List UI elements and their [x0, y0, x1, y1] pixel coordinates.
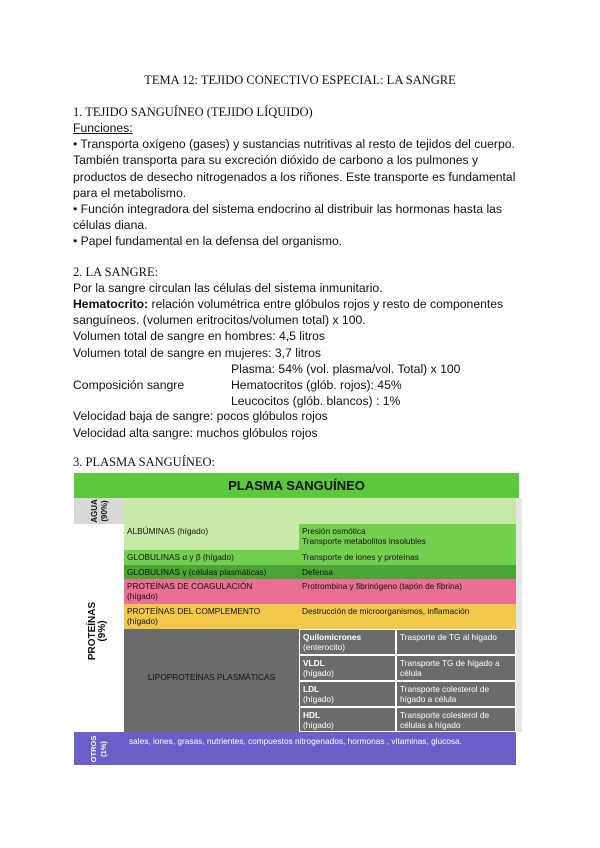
low-speed-text: Velocidad baja de sangre: pocos glóbulos rojos — [73, 409, 328, 423]
otros-text: sales, iones, grasas, nutrientes, compuestos nitrogenados, hormonas , vitaminas, glucosa. — [124, 732, 516, 765]
globulinas-g-function: Defensa — [299, 565, 516, 579]
table-scrollbar — [516, 498, 522, 732]
composition-hematocritos: Hematocritos (glób. rojos): 45% — [231, 378, 402, 392]
albuminas-name: ALBÚMINAS (hígado) — [124, 524, 299, 550]
composition-label: Composición sangre — [73, 378, 185, 392]
page-title: TEMA 12: TEJIDO CONECTIVO ESPECIAL: LA SANGRE — [144, 73, 456, 87]
globulinas-ab-name: GLOBULINAS α y β (hígado) — [124, 550, 299, 565]
bullet-1: • Transporta oxígeno (gases) y sustancias nutritivas al resto de tejidos del cuerpo. También transporta para su excreción dióxido de carbono a los pulmones y productos de desecho nitrogenados a los riñones. Este transporte es fundamental para el metabolismo. — [73, 137, 516, 201]
otros-label: OTROS (1%) — [89, 735, 108, 763]
globulinas-ab-function: Transporte de iones y proteínas — [299, 550, 516, 565]
section-1-heading: 1. TEJIDO SANGUÍNEO (TEJIDO LÍQUIDO) — [73, 105, 313, 119]
vldl-cell: VLDL (hígado) — [299, 655, 396, 681]
agua-row — [124, 498, 516, 524]
vldl-function: Transporte TG de hígado a célula — [396, 655, 516, 681]
volume-women: Volumen total de sangre en mujeres: 3,7 litros — [73, 346, 321, 360]
section-2-heading: 2. LA SANGRE: — [73, 265, 159, 279]
quilomicrones-function: Trasporte de TG al hígado — [396, 629, 516, 655]
section-3-heading: 3. PLASMA SANGUÍNEO: — [73, 455, 216, 469]
ldl-function: Transporte colesterol de hígado a célula — [396, 681, 516, 707]
complemento-name: PROTEÍNAS DEL COMPLEMENTO (hígado) — [124, 604, 299, 629]
coagulacion-function: Protrombina y fibrinógeno (tapón de fibrina) — [299, 579, 516, 604]
albuminas-function: Presión osmótica Transporte metabolitos insolubles — [299, 524, 516, 550]
coagulacion-name: PROTEÍNAS DE COAGULACIÓN (hígado) — [124, 579, 299, 604]
functions-label: Funciones: — [73, 121, 133, 135]
complemento-function: Destrucción de microorganismos, inflamación — [299, 604, 516, 629]
globulinas-g-name: GLOBULINAS γ (células plasmáticas) — [124, 565, 299, 579]
plasma-table-header: PLASMA SANGUÍNEO — [74, 473, 519, 498]
composition-leucocitos: Leucocitos (glób. blancos) : 1% — [231, 394, 401, 408]
high-speed-text: Velocidad alta sangre: muchos glóbulos rojos — [73, 426, 318, 440]
hematocrito-definition: Hematocrito: relación volumétrica entre glóbulos rojos y resto de componentes sanguíneos. (volumen eritrocitos/volumen total) x 100. — [73, 297, 504, 328]
volume-men: Volumen total de sangre en hombres: 4,5 litros — [73, 329, 326, 343]
lipoproteinas-label: LIPOPROTEÍNAS PLASMÁTICAS — [124, 629, 299, 732]
composition-plasma: Plasma: 54% (vol. plasma/vol. Total) x 100 — [231, 362, 461, 376]
agua-label: AGUA (90%) — [90, 499, 109, 523]
hdl-cell: HDL (hígado) — [299, 707, 396, 732]
intro-text: Por la sangre circulan las células del sistema inmunitario. — [73, 281, 383, 295]
hdl-function: Transporte colesterol de células a hígado — [396, 707, 516, 732]
proteinas-label: PROTEÍNAS (9%) — [87, 601, 108, 661]
bullet-3: • Papel fundamental en la defensa del organismo. — [73, 234, 343, 248]
ldl-cell: LDL (hígado) — [299, 681, 396, 707]
plasma-table — [74, 473, 519, 765]
quilomicrones-cell: Quilomicrones (enterocito) — [299, 629, 396, 655]
bullet-2: • Función integradora del sistema endocrino al distribuir las hormonas hasta las células diana. — [73, 202, 503, 233]
